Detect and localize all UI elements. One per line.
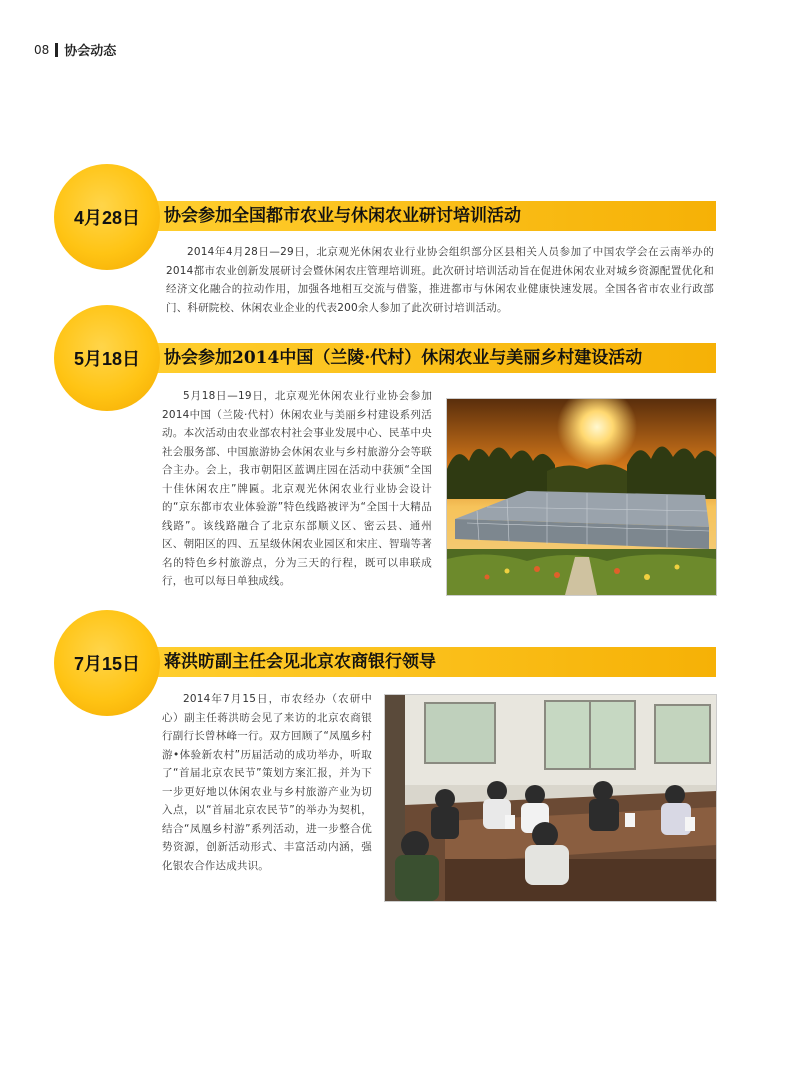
news-body: 2014年4月28日—29日，北京观光休闲农业行业协会组织部分区县相关人员参加了中国农学会在云南举办的2014都市农业创新发展研讨会暨休闲农庄管理培训班。此次研讨培训活动旨在促进休闲农业对城乡资源配置优化和经济文化融合的拉动作用，加强各地相互交流与借鉴，推进都市与休闲农业健康快速发展。全国各省市农业行政部门、科研院校、休闲农业企业的代表200余人参加了此次研讨培训活动。 bbox=[166, 246, 714, 314]
date-badge: 5月18日 bbox=[54, 305, 160, 411]
title-bar bbox=[150, 343, 716, 373]
greenhouse-photo bbox=[446, 398, 717, 596]
news-title: 协会参加2014中国（兰陵·代村）休闲农业与美丽乡村建设活动 bbox=[164, 348, 643, 368]
meeting-photo bbox=[384, 694, 717, 902]
date-badge: 7月15日 bbox=[54, 610, 160, 716]
title-bar bbox=[150, 201, 716, 231]
news-body: 2014年7月15日，市农经办（农研中心）副主任蒋洪昉会见了来访的北京农商银行副行长曾林峰一行。双方回顾了“凤凰乡村游•体验新农村”历届活动的成功举办，听取了“首届北京农民节”策划方案汇报，并为下一步更好地以休闲农业与乡村旅游产业为切入点，以“首届北京农民节”的举办为契机，结合“凤凰乡村游”系列活动，进一步整合优势资源，创新活动形式、丰富活动内涵，强化银农合作达成共识。 bbox=[162, 693, 372, 872]
news-body: 5月18日—19日，北京观光休闲农业行业协会参加2014中国（兰陵·代村）休闲农业与美丽乡村建设系列活动。本次活动由农业部农村社会事业发展中心、民革中央社会服务部、中国旅游协会休闲农业与乡村旅游分会等联合主办。会上，我市朝阳区蓝调庄园在活动中获颁“全国十佳休闲农庄”牌匾。北京观光休闲农业行业协会设计的“京东都市农业体验游”特色线路被评为“全国十大精品线路”。该线路融合了北京东部顺义区、密云县、通州区、朝阳区的四、五星级休闲农业园区和宋庄、智瑞等著名的特色乡村旅游点，分为三天的行程，既可以串联成行，也可以每日单独成线。 bbox=[162, 390, 432, 587]
section-title: 协会动态 bbox=[64, 44, 117, 59]
news-title: 蒋洪昉副主任会见北京农商银行领导 bbox=[164, 652, 436, 672]
title-bar bbox=[150, 647, 716, 677]
meeting-image bbox=[385, 695, 716, 901]
page-number: 08 bbox=[34, 42, 50, 57]
date-badge: 4月28日 bbox=[54, 164, 160, 270]
header-divider bbox=[55, 43, 58, 57]
greenhouse-image bbox=[447, 399, 716, 595]
page-header bbox=[34, 40, 116, 59]
news-title: 协会参加全国都市农业与休闲农业研讨培训活动 bbox=[164, 206, 521, 226]
